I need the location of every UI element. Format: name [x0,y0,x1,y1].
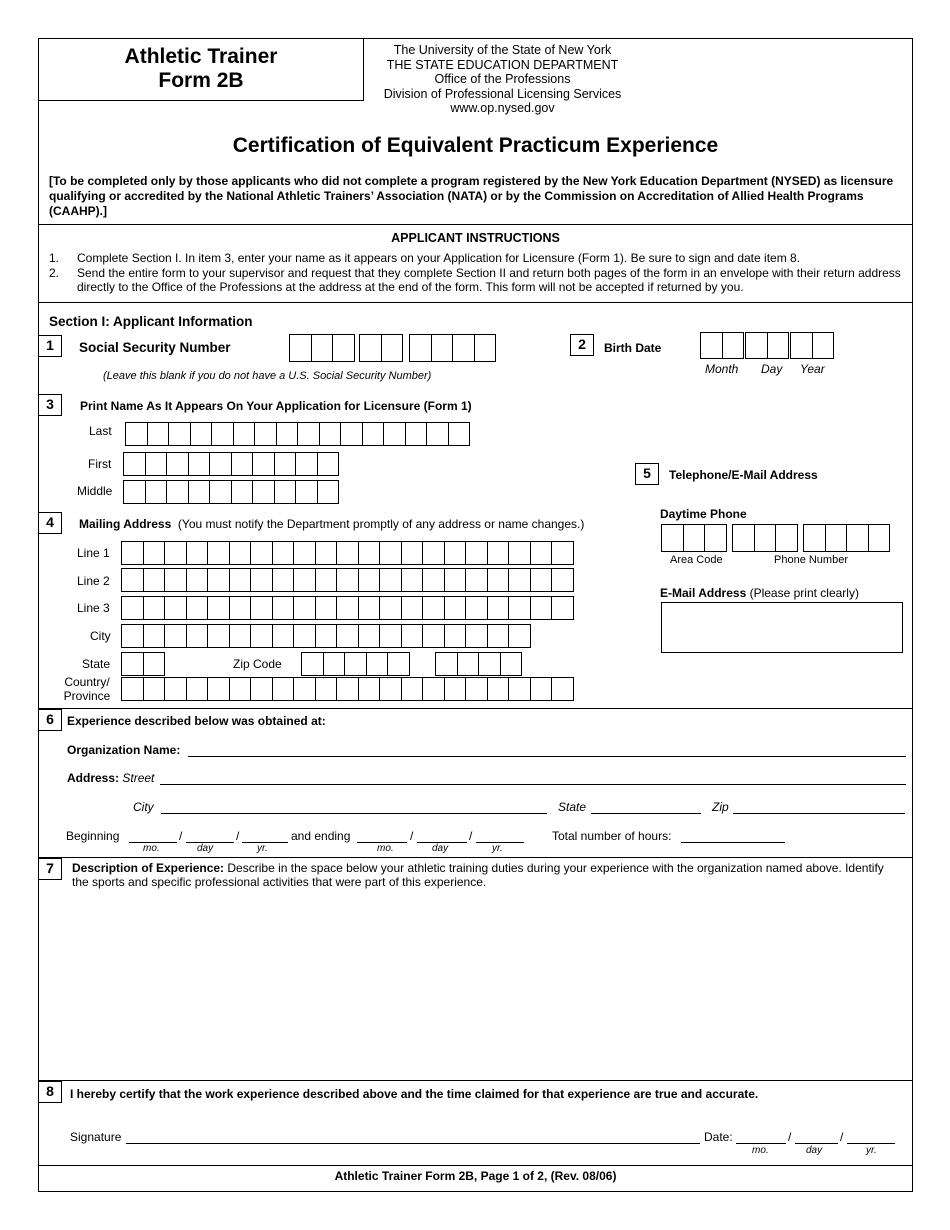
org-name-label: Organization Name: [67,743,181,757]
divider [38,302,913,303]
name-label: Print Name As It Appears On Your Application for Licensure (Form 1) [80,399,472,413]
zip-label: Zip Code [233,657,282,671]
phone-line-input[interactable] [803,524,889,552]
divider [38,857,913,858]
org-name-field[interactable] [188,756,906,757]
ssn-input-b[interactable] [359,334,402,362]
daytime-phone-label: Daytime Phone [660,507,747,521]
item-number: 2 [570,334,594,356]
total-hours-label: Total number of hours: [552,829,672,843]
zip-plus4-input[interactable] [435,652,521,676]
intro-text: [To be completed only by those applicants who did not complete a program registered by the New York Education Department (NYSED) as licensure qualifying or accredited by the National Athletic Trainers’ Association (NATA) or by the Commission on Accreditation of Allied Health Programs (CAAHP).] [49,174,894,218]
section-heading: Section I: Applicant Information [49,314,253,329]
ssn-input-c[interactable] [409,334,495,362]
day-label: day [806,1145,823,1156]
country-label: Country/ Province [63,675,111,703]
state-label: State [558,800,587,814]
form-title: Athletic Trainer Form 2B [124,45,278,92]
year-label: Year [800,362,825,376]
experience-location-label: Experience described below was obtained at: [67,714,326,728]
birth-month-input[interactable] [700,332,743,359]
certification-statement: I hereby certify that the work experience described above and the time claimed for that experience are true and accurate. [70,1087,759,1101]
city-label: City [133,800,154,814]
instruction-item: 1. Complete Section I. In item 3, enter your name as it appears on your Application for Licensure (Form 1). Be sure to sign and date item 8. 2. Send the entire form to your supervisor and request that they complete Section II and return both pages of the form in an envelope with their return address directly to the Office of the Professions at the address at the end of the form. This form will not be accepted if returned by you. [49,251,901,294]
address-line3-input[interactable] [121,596,573,620]
slash: / [469,829,473,843]
slash: / [179,829,183,843]
page-title: Certification of Equivalent Practicum Experience [232,134,719,157]
date-label: Date: [704,1130,733,1144]
line3-label: Line 3 [77,601,110,615]
country-input[interactable] [121,677,573,701]
org-zip-field[interactable] [733,813,905,814]
item-number: 6 [38,709,62,731]
item-number: 3 [38,394,62,416]
item-number: 1 [38,335,62,357]
divider [38,224,913,225]
day-label: day [432,843,449,854]
state-label: State [82,657,111,671]
item-number: 4 [38,512,62,534]
zip-label: Zip [712,800,729,814]
divider [38,1080,913,1081]
slash: / [236,829,240,843]
day-label: Day [761,362,783,376]
yr-label: yr. [257,843,268,854]
last-label: Last [89,424,112,438]
divider [38,1165,913,1166]
signature-label: Signature [70,1130,122,1144]
zip-input[interactable] [301,652,409,676]
last-name-input[interactable] [125,422,469,446]
slash: / [788,1130,792,1144]
divider [38,708,913,709]
mo-label: mo. [752,1145,769,1156]
sign-month-field[interactable] [736,1143,786,1144]
telephone-label: Telephone/E-Mail Address [669,468,818,482]
experience-description-area[interactable] [40,893,911,1079]
ssn-label: Social Security Number [79,340,231,355]
slash: / [410,829,414,843]
middle-name-input[interactable] [123,480,338,504]
page-footer: Athletic Trainer Form 2B, Page 1 of 2, (Rev. 08/06) [334,1169,617,1183]
birth-date-label: Birth Date [604,341,662,355]
mo-label: mo. [377,843,394,854]
mo-label: mo. [143,843,160,854]
first-label: First [88,457,112,471]
area-code-label: Area Code [670,554,723,566]
sign-day-field[interactable] [795,1143,838,1144]
phone-number-label: Phone Number [774,554,848,566]
item-number: 7 [38,858,62,880]
and-ending-label: and ending [291,829,351,843]
instructions-heading: APPLICANT INSTRUCTIONS [391,231,560,245]
experience-description-label: Description of Experience: Describe in the space below your athletic training duties during your experience with the organization named above. Identify the sports and specific professional activities that were part of this experience. [72,861,884,889]
day-label: day [197,843,214,854]
org-city-field[interactable] [161,813,547,814]
city-label: City [90,629,111,643]
slash: / [840,1130,844,1144]
signature-field[interactable] [126,1143,700,1144]
state-input[interactable] [121,652,164,676]
street-field[interactable] [160,784,906,785]
area-code-input[interactable] [661,524,726,552]
mailing-address-label: Mailing Address (You must notify the Department promptly of any address or name changes.) [79,517,585,531]
yr-label: yr. [866,1145,877,1156]
beginning-label: Beginning [66,829,120,843]
email-input[interactable] [661,602,903,653]
ssn-input-a[interactable] [289,334,354,362]
month-label: Month [705,362,739,376]
line2-label: Line 2 [77,574,110,588]
org-state-field[interactable] [591,813,701,814]
email-label: E-Mail Address (Please print clearly) [660,586,859,600]
birth-day-input[interactable] [745,332,788,359]
city-input[interactable] [121,624,530,648]
line1-label: Line 1 [77,546,110,560]
middle-label: Middle [77,484,113,498]
total-hours-field[interactable] [681,842,785,843]
item-number: 5 [635,463,659,485]
ssn-note: (Leave this blank if you do not have a U.S. Social Security Number) [103,370,432,382]
yr-label: yr. [492,843,503,854]
address-line1-input[interactable] [121,541,573,565]
address-line2-input[interactable] [121,568,573,592]
agency-block: The University of the State of New York THE STATE EDUCATION DEPARTMENT Office of the Professions Division of Professional Licensing Services www.op.nysed.gov [383,43,622,115]
street-label: Address: Street [67,771,155,785]
phone-prefix-input[interactable] [732,524,797,552]
sign-year-field[interactable] [847,1143,895,1144]
first-name-input[interactable] [123,452,338,476]
item-number: 8 [38,1081,62,1103]
birth-year-input[interactable] [790,332,833,359]
